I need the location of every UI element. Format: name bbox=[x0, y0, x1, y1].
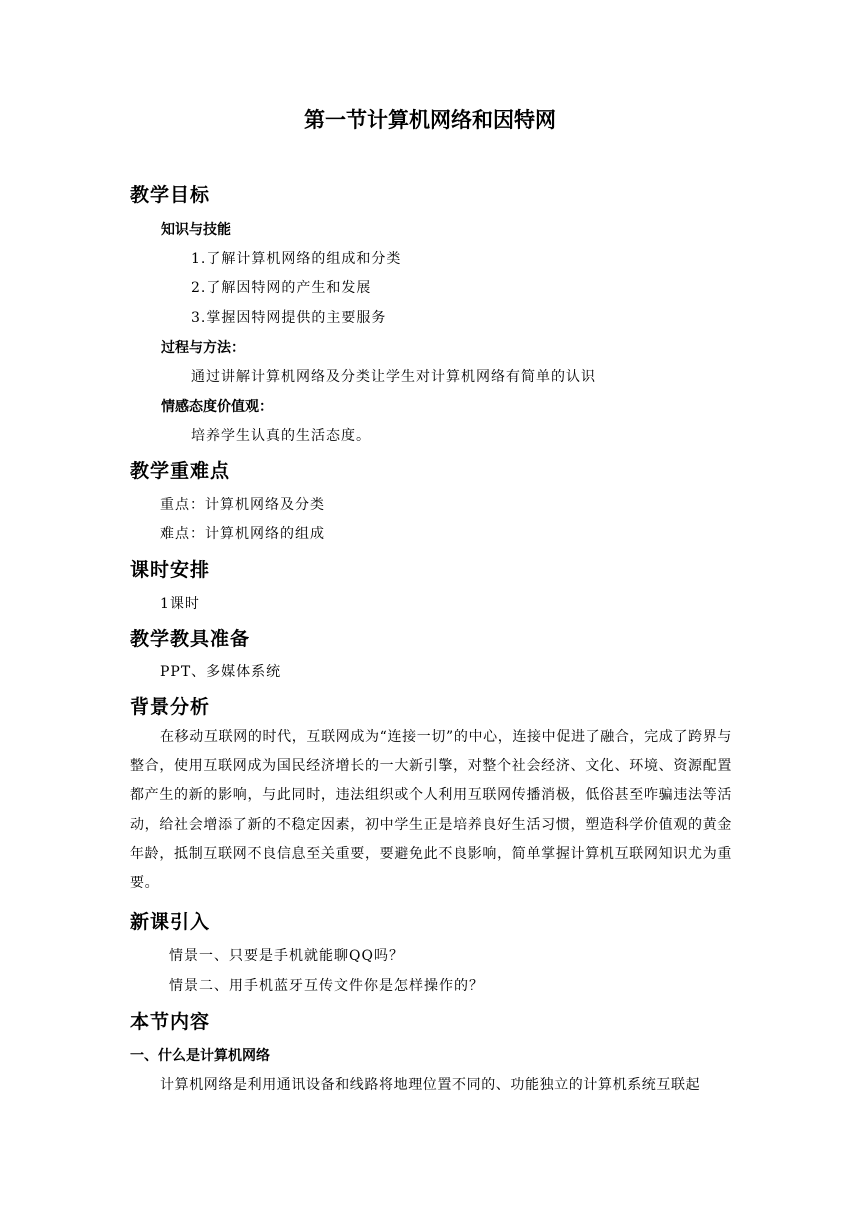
attitude-text: 培养学生认真的生活态度。 bbox=[191, 428, 371, 444]
heading-content: 本节内容 bbox=[130, 1011, 211, 1033]
focus-text: 重点：计算机网络及分类 bbox=[160, 497, 325, 513]
subheading-knowledge: 知识与技能 bbox=[161, 222, 231, 238]
knowledge-item-1: 1.了解计算机网络的组成和分类 bbox=[191, 251, 402, 267]
intro-scene-1: 情景一、只要是手机就能聊QQ吗？ bbox=[169, 948, 404, 964]
background-paragraph: 在移动互联网的时代，互联网成为“连接一切”的中心，连接中促进了融合，完成了跨界与整合，使用互联网成为国民经济增长的一大新引擎，对整个社会经济、文化、环境、资源配置都产生的新的影响，与此同时，违法组织或个人利用互联网传播消极，低俗甚至咋骗违法等活动，给社会增添了新的不稳定因素，初中学生正是培养良好生活习惯，塑造科学价值观的黄金年龄，抵制互联网不良信息至关重要，要避免此不良影响，简单掌握计算机互联网知识尤为重要。 bbox=[130, 729, 732, 892]
heading-key-points: 教学重难点 bbox=[130, 460, 231, 482]
subheading-attitude: 情感态度价值观： bbox=[161, 399, 273, 415]
document-title: 第一节计算机网络和因特网 bbox=[304, 108, 556, 132]
schedule-text: 1课时 bbox=[160, 596, 200, 612]
heading-objectives: 教学目标 bbox=[130, 184, 211, 206]
heading-intro: 新课引入 bbox=[130, 911, 211, 933]
section-1-text: 计算机网络是利用通讯设备和线路将地理位置不同的、功能独立的计算机系统互联起 bbox=[160, 1077, 701, 1093]
heading-tools: 教学教具准备 bbox=[130, 628, 251, 650]
tools-text: PPT、多媒体系统 bbox=[160, 664, 282, 680]
heading-schedule: 课时安排 bbox=[130, 559, 211, 581]
knowledge-item-2: 2.了解因特网的产生和发展 bbox=[191, 280, 372, 296]
heading-background: 背景分析 bbox=[130, 696, 211, 718]
intro-scene-2: 情景二、用手机蓝牙互传文件你是怎样操作的？ bbox=[169, 978, 484, 994]
section-1-title: 一、什么是计算机网络 bbox=[130, 1048, 270, 1064]
process-text: 通过讲解计算机网络及分类让学生对计算机网络有简单的认识 bbox=[191, 369, 596, 385]
knowledge-item-3: 3.掌握因特网提供的主要服务 bbox=[191, 310, 387, 326]
subheading-process: 过程与方法： bbox=[161, 340, 245, 356]
difficulty-text: 难点：计算机网络的组成 bbox=[160, 526, 325, 542]
